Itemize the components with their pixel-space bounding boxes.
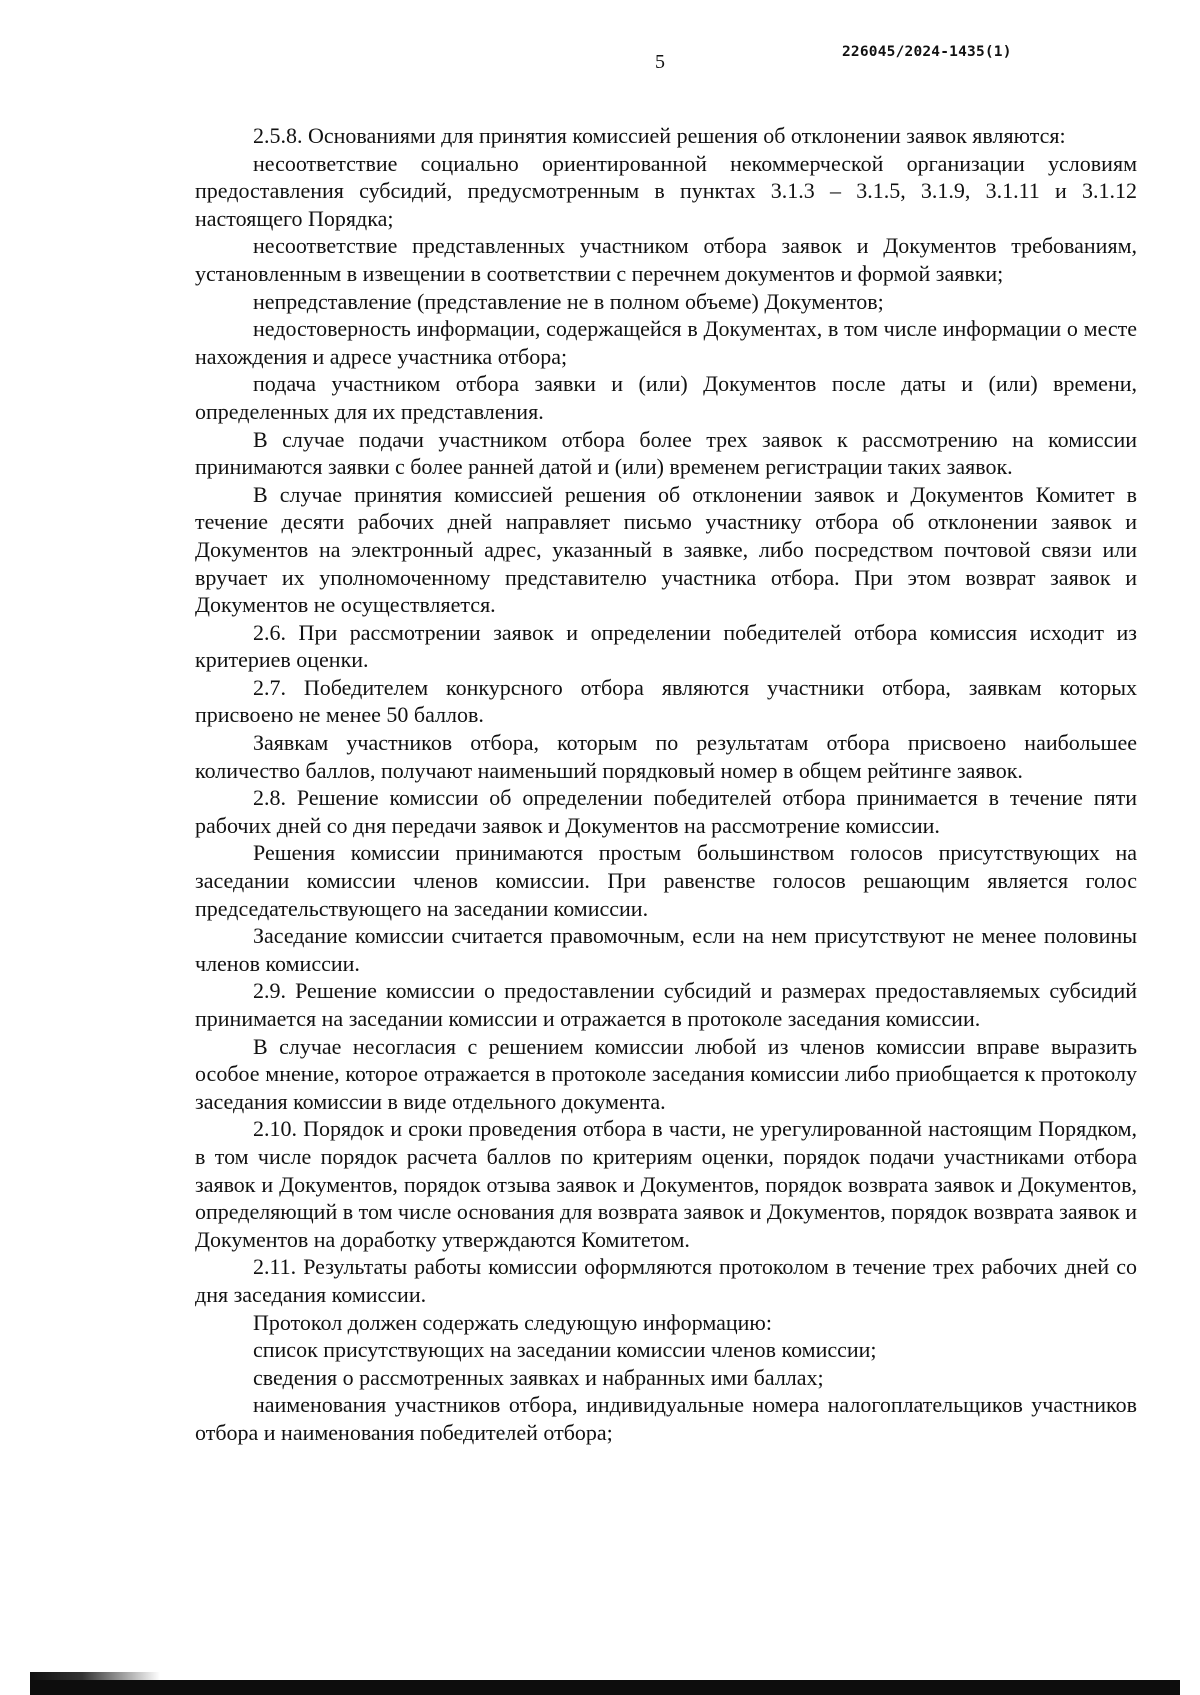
paragraph: непредставление (представление не в полном объеме) Документов; <box>253 288 884 314</box>
paragraph: подача участником отбора заявки и (или) Документов после даты и (или) времени, определенных для их представления. <box>195 371 1137 424</box>
paragraph: наименования участников отбора, индивидуальные номера налогоплательщиков участников отбора и наименования победителей отбора; <box>195 1392 1137 1445</box>
paragraph: Заседание комиссии считается правомочным, если на нем присутствуют не менее половины членов комиссии. <box>195 923 1137 976</box>
paragraph: Протокол должен содержать следующую информацию: <box>253 1309 772 1335</box>
paragraph: недостоверность информации, содержащейся в Документах, в том числе информации о месте нахождения и адресе участника отбора; <box>195 316 1137 369</box>
paragraph: Заявкам участников отбора, которым по результатам отбора присвоено наибольшее количество баллов, получают наименьший порядковый номер в общем рейтинге заявок. <box>195 730 1137 783</box>
paragraph: В случае подачи участником отбора более трех заявок к рассмотрению на комиссии принимаются заявки с более ранней датой и (или) временем регистрации таких заявок. <box>195 426 1137 480</box>
paragraph: 2.5.8. Основаниями для принятия комиссией решения об отклонении заявок являются: <box>253 123 1066 148</box>
paragraph: 2.6. При рассмотрении заявок и определении победителей отбора комиссия исходит из критериев оценки. <box>195 619 1137 673</box>
document-body <box>195 122 1137 1447</box>
document-code: 226045/2024-1435(1) <box>842 44 1012 60</box>
page-number: 5 <box>655 51 665 73</box>
paragraph: 2.10. Порядок и сроки проведения отбора в части, не урегулированной настоящим Порядком, в том числе порядок расчета баллов по критериям оценки, порядок подачи участниками отбора заявок и Документов, порядок отзыва заявок и Документов, порядок возврата заявок и Документов, определяющий в том числе основания для возврата заявок и Документов, порядок возврата заявок и Документов на доработку утверждаются Комитетом. <box>195 1116 1137 1252</box>
paragraph: Решения комиссии принимаются простым большинством голосов присутствующих на заседании комиссии членов комиссии. При равенстве голосов решающим является голос председательствующего на заседании комиссии. <box>195 840 1137 921</box>
paragraph: 2.8. Решение комиссии об определении победителей отбора принимается в течение пяти рабочих дней со дня передачи заявок и Документов на рассмотрение комиссии. <box>195 785 1137 838</box>
paragraph: сведения о рассмотренных заявках и набранных ими баллах; <box>253 1364 824 1390</box>
scan-bottom-edge <box>30 1680 1180 1695</box>
paragraph: несоответствие социально ориентированной некоммерческой организации условиям предоставления субсидий, предусмотренным в пунктах 3.1.3 – 3.1.5, 3.1.9, 3.1.11 и 3.1.12 настоящего Порядка; <box>195 150 1137 231</box>
paragraph: В случае принятия комиссией решения об отклонении заявок и Документов Комитет в течение десяти рабочих дней направляет письмо участнику отбора об отклонении заявок и Документов на электронный адрес, указанный в заявке, либо посредством почтовой связи или вручает их уполномоченному представителю участника отбора. При этом возврат заявок и Документов не осуществляется. <box>195 481 1137 618</box>
paragraph: 2.9. Решение комиссии о предоставлении субсидий и размерах предоставляемых субсидий принимается на заседании комиссии и отражается в протоколе заседания комиссии. <box>195 978 1137 1031</box>
paragraph: 2.7. Победителем конкурсного отбора являются участники отбора, заявкам которых присвоено не менее 50 баллов. <box>195 674 1137 728</box>
paragraph: 2.11. Результаты работы комиссии оформляются протоколом в течение трех рабочих дней со дня заседания комиссии. <box>195 1254 1137 1307</box>
paragraph: несоответствие представленных участником отбора заявок и Документов требованиям, установленным в извещении в соответствии с перечнем документов и формой заявки; <box>195 233 1137 286</box>
paragraph: список присутствующих на заседании комиссии членов комиссии; <box>253 1337 877 1363</box>
paragraph: В случае несогласия с решением комиссии любой из членов комиссии вправе выразить особое мнение, которое отражается в протоколе заседания комиссии либо приобщается к протоколу заседания комиссии в виде отдельного документа. <box>195 1033 1137 1114</box>
